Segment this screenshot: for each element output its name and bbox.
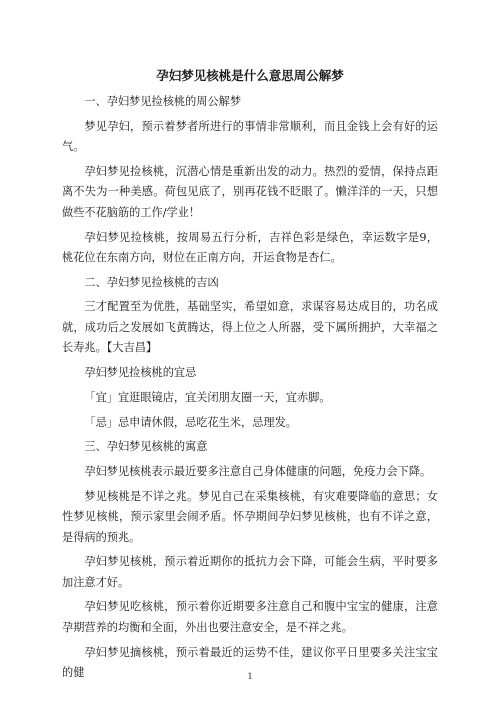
document-body — [62, 92, 438, 688]
paragraph: 孕妇梦见捡核桃，沉潜心情是重新出发的动力。热烈的爱情，保持点距离不失为一种美感。荷包见底了，别再花钱不眨眼了。懒洋洋的一天，只想做些不花脑筋的工作/学业！ — [62, 164, 438, 219]
section-heading-1: 一、孕妇梦见捡核桃的周公解梦 — [84, 95, 242, 108]
donts-line: 「忌」忌申请休假，忌吃花生米，忌理发。 — [84, 415, 297, 429]
subheading-dos-donts: 孕妇梦见捡核桃的宜忌 — [84, 366, 197, 380]
paragraph: 孕妇梦见吃核桃，预示着你近期要多注意自己和腹中宝宝的健康，注意孕期营养的均衡和全面，外出也要注意安全，是不祥之兆。 — [62, 600, 438, 634]
paragraph: 三才配置至为优胜，基础坚实，希望如意，求谋容易达成目的，功名成就，成功后之发展如飞黄腾达，得上位之人所器，受下属所拥护，大幸福之长寿兆。【大吉昌】 — [62, 300, 438, 355]
section-heading-2: 二、孕妇梦见捡核桃的吉凶 — [84, 275, 219, 289]
paragraph: 梦见核桃是不详之兆。梦见自己在采集核桃，有灾难要降临的意思；女性梦见核桃，预示家里会闹矛盾。怀孕期间孕妇梦见核桃，也有不详之意，是得病的预兆。 — [62, 489, 438, 544]
document-title: 孕妇梦见核桃是什么意思周公解梦 — [156, 68, 344, 83]
paragraph: 孕妇梦见核桃，预示着近期你的抵抗力会下降，可能会生病，平时要多加注意才好。 — [62, 555, 438, 589]
dos-line: 「宜」宜逛眼镜店，宜关闭朋友圈一天，宜赤脚。 — [84, 390, 331, 404]
paragraph: 孕妇梦见捡核桃，按周易五行分析，吉祥色彩是绿色，幸运数字是9，桃花位在东南方向，财位在正南方向，开运食物是杏仁。 — [62, 230, 438, 265]
paragraph: 梦见孕妇，预示着梦者所进行的事情非常顺利，而且金钱上会有好的运气。 — [62, 119, 438, 154]
section-heading-3: 三、孕妇梦见核桃的寓意 — [84, 440, 208, 454]
page-number: 1 — [247, 672, 253, 681]
paragraph: 孕妇梦见摘核桃，预示着最近的运势不佳，建议你平日里要多关注宝宝的健 — [62, 645, 438, 680]
paragraph: 孕妇梦见核桃表示最近要多注意自己身体健康的问题，免疫力会下降。 — [84, 464, 432, 478]
